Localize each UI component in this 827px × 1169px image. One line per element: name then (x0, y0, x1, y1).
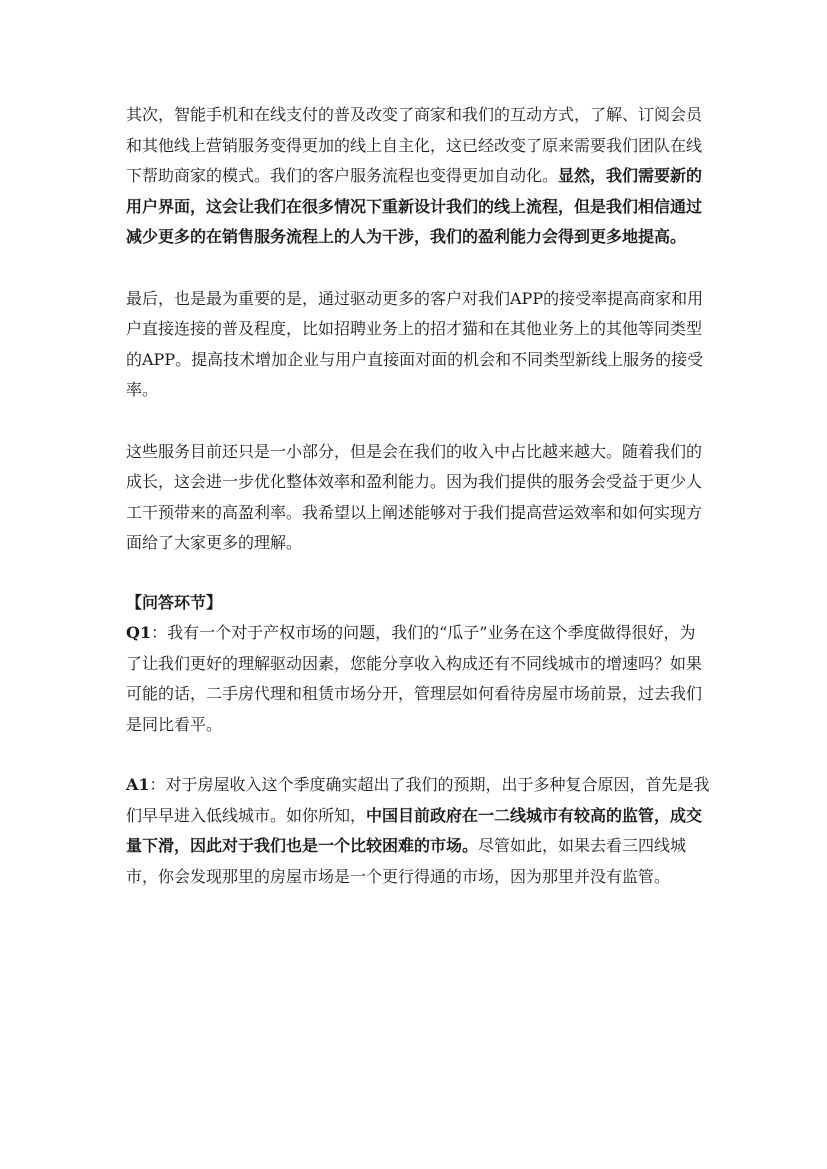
question-1 (126, 618, 711, 740)
paragraph-app-adoption: 最后，也是最为重要的是，通过驱动更多的客户对我们APP的接受率提高商家和用户直接连接的普及程度，比如招聘业务上的招才猫和在其他业务上的其他等同类型的APP。提高技术增加企业与用户直接面对面的机会和不同类型新线上服务的接受率。 (126, 288, 704, 399)
section-title-qa: 【问答环节】 (126, 592, 223, 612)
answer-1 (126, 770, 711, 892)
answer-1-text-bold: 中国目前政府在一二线城市有较高的监管，成交量下滑，因此对于我们也是一个比较困难的市场。 (126, 805, 703, 855)
answer-1-text-c: 尽管如此，如果去看三四线城市，你会发现那里的房屋市场是一个更行得通的市场，因为那里并没有监管。 (126, 836, 687, 886)
question-1-label: Q1 (126, 623, 152, 642)
paragraph-online-services (126, 100, 711, 253)
answer-1-text-a: ：对于房屋收入这个季度确实超出了我们的预期，出于多种复合原因，首先是我们早早进入低线城市。如你所知， (126, 775, 710, 825)
paragraph-online-services-text: 其次，智能手机和在线支付的普及改变了商家和我们的互动方式，了解、订阅会员和其他线上营销服务变得更加的线上自主化，这已经改变了原来需要我们团队在线下帮助商家的模式。我们的客户服务流程也变得更加自动化。 (126, 105, 703, 185)
answer-1-label: A1 (126, 775, 150, 794)
paragraph-efficiency: 这些服务目前还只是一小部分，但是会在我们的收入中占比越来越大。随着我们的成长，这会进一步优化整体效率和盈利能力。因为我们提供的服务会受益于更少人工干预带来的高盈利率。我希望以上阐述能够对于我们提高营运效率和如何实现方面给了大家更多的理解。 (126, 441, 703, 552)
paragraph-online-services-bold: 显然，我们需要新的用户界面，这会让我们在很多情况下重新设计我们的线上流程，但是我们相信通过减少更多的在销售服务流程上的人为干涉，我们的盈利能力会得到更多地提高。 (126, 166, 703, 246)
question-1-text: ：我有一个对于产权市场的问题，我们的“瓜子”业务在这个季度做得很好，为了让我们更好的理解驱动因素，您能分享收入构成还有不同线城市的增速吗？如果可能的话，二手房代理和租赁市场分开，管理层如何看待房屋市场前景，过去我们是同比看平。 (126, 623, 703, 734)
document-page (126, 100, 711, 892)
